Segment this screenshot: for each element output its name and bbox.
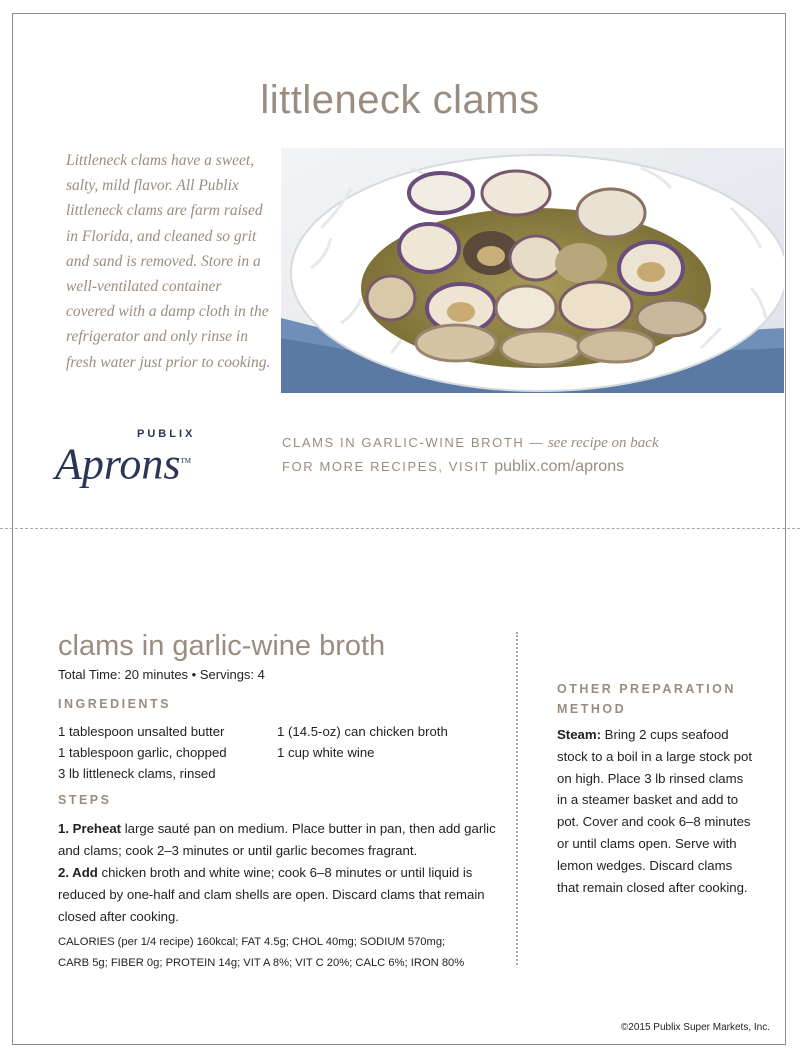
publix-aprons-logo: [55, 426, 255, 488]
nutrition-line-1: CALORIES (per 1/4 recipe) 160kcal; FAT 4.5g; CHOL 40mg; SODIUM 570mg;: [58, 936, 446, 948]
ingredient-item: 1 cup white wine: [277, 745, 375, 760]
ingredient-item: 1 tablespoon garlic, chopped: [58, 745, 227, 760]
step-1-text: large sauté pan on medium. Place butter in pan, then add garlic and clams; cook 2–3 minutes or until garlic becomes fragrant.: [58, 821, 496, 858]
other-method-text: [557, 724, 757, 898]
total-time: Total Time: 20 minutes: [58, 667, 189, 682]
logo-trademark: TM: [180, 457, 191, 465]
column-divider: [516, 632, 518, 965]
card-title: littleneck clams: [260, 78, 540, 122]
nutrition-info: [58, 932, 498, 974]
caption-more-recipes: FOR MORE RECIPES, VISIT: [282, 459, 495, 474]
publix-url-link[interactable]: publix.com/aprons: [494, 458, 625, 475]
ingredients-left-column: [58, 721, 273, 784]
logo-publix-text: PUBLIX: [137, 428, 196, 440]
steam-instructions: Bring 2 cups seafood stock to a boil in a large stock pot on high. Place 3 lb rinsed clams in a steamer basket and add to pot. Cover and cook 6–8 minutes or until clams open. Serve with lemon wedges. Discard clams that remain closed after cooking.: [557, 727, 752, 895]
recipe-meta: [58, 667, 265, 682]
front-caption: [282, 432, 659, 480]
other-method-heading-line-2: METHOD: [557, 702, 627, 716]
step-2-label: 2. Add: [58, 865, 98, 880]
ingredients-right-column: [277, 721, 497, 763]
steps-list: [58, 818, 498, 928]
ingredients-heading: INGREDIENTS: [58, 697, 171, 711]
fold-line: [0, 528, 800, 529]
recipe-title: clams in garlic-wine broth: [58, 630, 386, 662]
steam-label: Steam:: [557, 727, 601, 742]
other-method-heading-line-1: OTHER PREPARATION: [557, 682, 736, 696]
intro-text: Littleneck clams have a sweet, salty, mild flavor. All Publix littleneck clams are farm raised in Florida, and cleaned so grit and sand is removed. Store in a well-ventilated container covered with a damp cloth in the refrigerator and only rinse in fresh water just prior to cooking.: [66, 152, 271, 371]
nutrition-line-2: CARB 5g; FIBER 0g; PROTEIN 14g; VIT A 8%; VIT C 20%; CALC 6%; IRON 80%: [58, 957, 465, 969]
caption-more-line: [282, 456, 659, 480]
meta-bullet: •: [188, 667, 200, 682]
servings: Servings: 4: [199, 667, 265, 682]
clams-bowl-illustration: [281, 148, 784, 393]
step-1-label: 1. Preheat: [58, 821, 122, 836]
step-1: [58, 818, 498, 862]
other-method-heading: [557, 679, 757, 719]
step-2: [58, 862, 498, 928]
logo-aprons-word: Aprons: [55, 439, 181, 489]
clams-photo: [281, 148, 784, 393]
caption-see-back: see recipe on back: [544, 435, 659, 451]
caption-recipe-name: CLAMS IN GARLIC-WINE BROTH —: [282, 435, 545, 450]
ingredient-item: 3 lb littleneck clams, rinsed: [58, 766, 216, 781]
steps-heading: STEPS: [58, 793, 112, 807]
ingredient-item: 1 tablespoon unsalted butter: [58, 724, 225, 739]
ingredient-item: 1 (14.5-oz) can chicken broth: [277, 724, 448, 739]
copyright: ©2015 Publix Super Markets, Inc.: [620, 1022, 770, 1033]
step-2-text: chicken broth and white wine; cook 6–8 minutes or until liquid is reduced by one-half and clam shells are open. Discard clams that remain closed after cooking.: [58, 865, 485, 924]
logo-aprons-text: [55, 436, 191, 490]
caption-recipe-line: [282, 432, 659, 456]
